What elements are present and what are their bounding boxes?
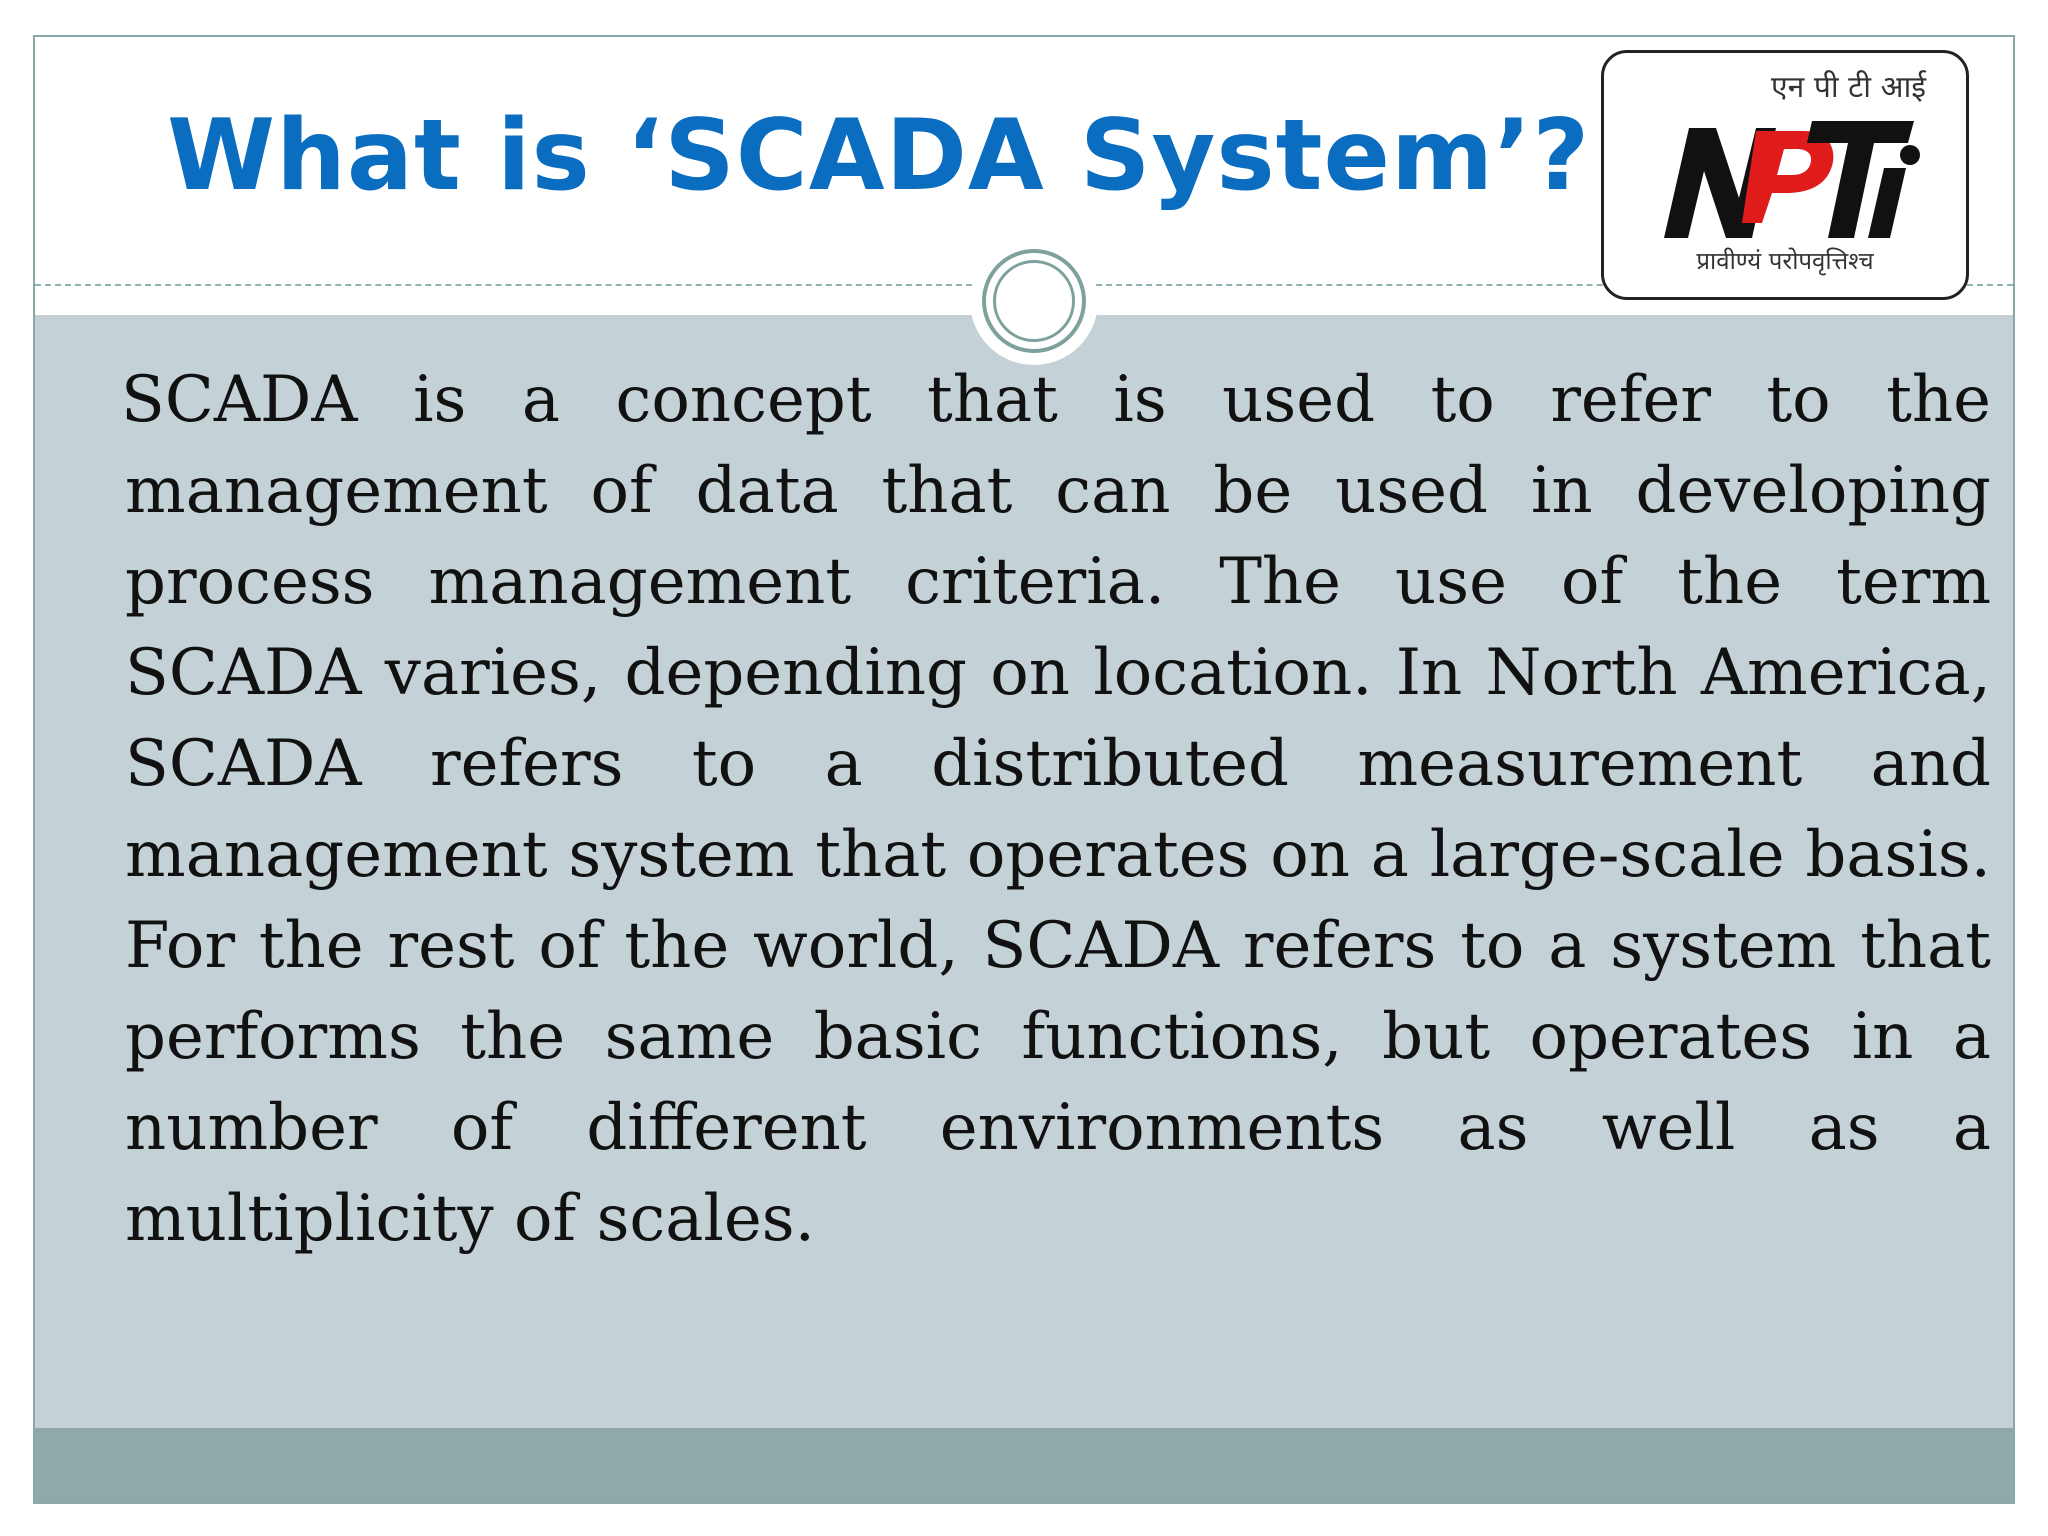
slide-title: What is ‘SCADA System’?: [167, 99, 1591, 213]
divider-ring-ornament: [970, 237, 1098, 365]
body-paragraph: SCADA is a concept that is used to refer to the management of data that can be used in developing process management criteria. The use of the term SCADA varies, depending on location. In North America, SCADA refers to a distributed measurement and management system that operates on a large-scale basis. For the rest of the world, SCADA refers to a system that performs the same basic functions, but operates in a number of different environments as well as a multiplicity of scales.: [121, 363, 1991, 1256]
ring-inner-line: [993, 260, 1075, 342]
footer-band: [35, 1428, 2013, 1502]
logo-motto: प्रावीण्यं परोपवृत्तिश्च: [1696, 247, 1874, 275]
npti-logo-mark: [1644, 113, 1934, 243]
ring-outer-line: [982, 249, 1086, 353]
slide: [33, 35, 2015, 1504]
logo-hindi-name: एन पी टी आई: [1771, 70, 1926, 105]
npti-logo: [1601, 50, 1969, 300]
